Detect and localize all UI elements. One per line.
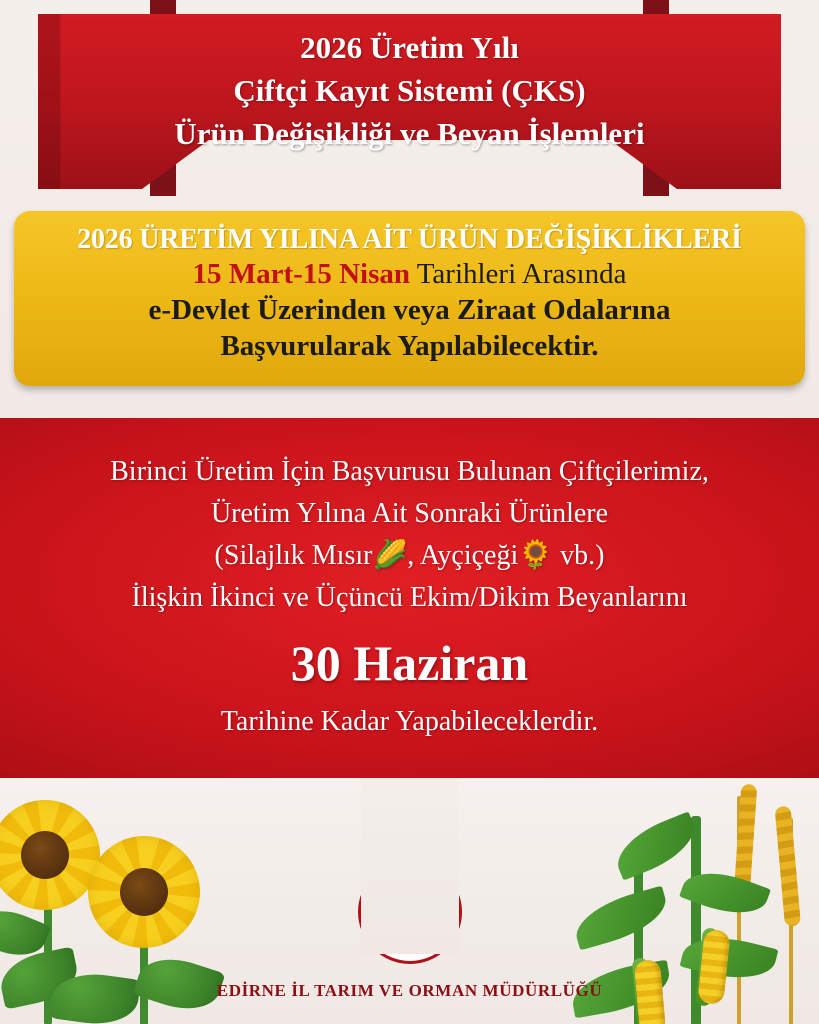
red-info-panel xyxy=(0,418,819,778)
sunflower-core-2 xyxy=(120,868,168,916)
emblem-ring-bottom-text xyxy=(361,778,459,954)
red-panel-line-3: (Silajlık Mısır🌽, Ayçiçeği🌻 vb.) xyxy=(214,540,605,571)
date-range-highlight: 15 Mart-15 Nisan xyxy=(192,258,410,290)
red-panel-line-5: Tarihine Kadar Yapabileceklerdir. xyxy=(220,706,599,737)
ribbon-title-line-2: Çiftçi Kayıt Sistemi (ÇKS) xyxy=(233,73,586,108)
header-ribbon xyxy=(0,0,819,200)
corn-leaf-1 xyxy=(609,811,704,880)
sunflower-core-1 xyxy=(21,831,69,879)
red-panel-line-1: Birinci Üretim İçin Başvurusu Bulunan Çiftçilerimiz, xyxy=(110,456,709,487)
wheat-head-2 xyxy=(775,806,801,927)
yellow-panel-line-2: e-Devlet Üzerinden veya Ziraat Odalarına xyxy=(148,294,671,326)
yellow-panel-line-1 xyxy=(14,256,805,292)
yellow-panel-title: 2026 ÜRETİM YILINA AİT ÜRÜN DEĞİŞİKLİKLERİ xyxy=(77,224,742,255)
ministry-emblem-icon xyxy=(358,860,462,964)
deadline-date: 30 Haziran xyxy=(290,635,529,691)
corn-leaf-3 xyxy=(569,886,672,951)
date-range-rest: Tarihleri Arasında xyxy=(410,258,627,290)
ribbon-title-line-1: 2026 Üretim Yılı xyxy=(300,30,519,65)
ribbon-title-line-3: Ürün Değişikliği ve Beyan İşlemleri xyxy=(174,116,645,151)
red-panel-line-4: İlişkin İkinci ve Üçüncü Ekim/Dikim Beyanlarını xyxy=(131,582,688,613)
ribbon-title-group xyxy=(38,26,781,155)
yellow-info-panel xyxy=(14,211,805,386)
footer-organization-name: EDİRNE İL TARIM VE ORMAN MÜDÜRLÜĞÜ xyxy=(216,981,603,1000)
yellow-panel-line-3: Başvurularak Yapılabilecektir. xyxy=(220,330,599,362)
footer-area xyxy=(0,778,819,1024)
red-panel-line-2: Üretim Yılına Ait Sonraki Ürünlere xyxy=(210,498,609,529)
